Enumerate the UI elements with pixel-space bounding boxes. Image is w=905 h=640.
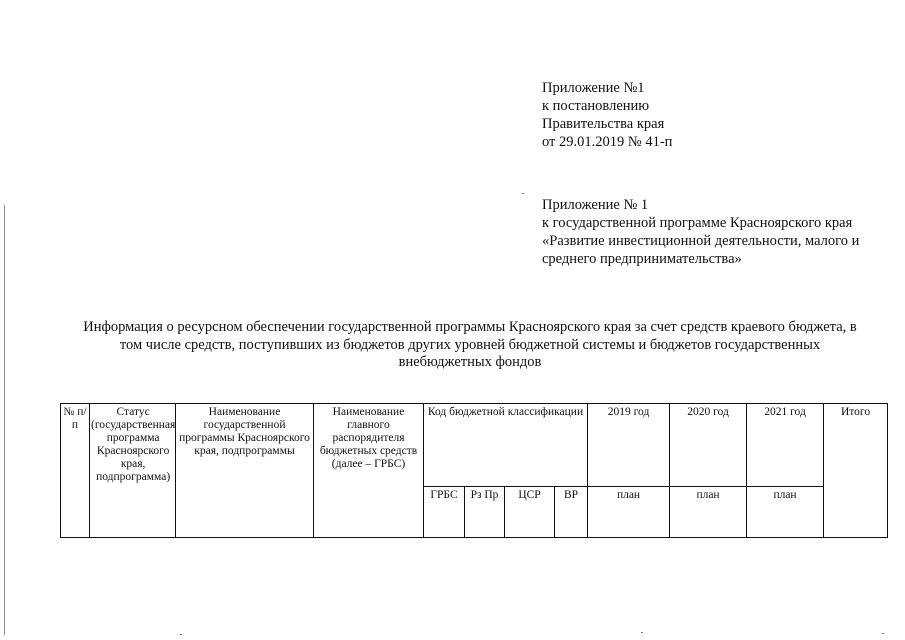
header-program-name-text: Наименование государственной программы Красноярского края, подпрограммы (179, 406, 310, 457)
header-2021 (747, 404, 824, 487)
attachment-1-line: от 29.01.2019 № 41-п (542, 134, 673, 150)
attachment-1-line: Правительства края (542, 116, 665, 132)
subheader-plan-2020 (670, 487, 747, 538)
header-program-name (176, 404, 314, 538)
attachment-2-line: к государственной программе Красноярского края (542, 215, 853, 231)
header-total-text: Итого (840, 406, 871, 418)
attachment-2-line: «Развитие инвестиционной деятельности, малого и (542, 233, 860, 249)
scan-speck (522, 193, 524, 194)
header-2020 (670, 404, 747, 487)
subheader-vr (555, 487, 588, 538)
scan-speck (882, 633, 884, 634)
header-grbs-name (314, 404, 424, 538)
scan-speck (641, 632, 643, 633)
subheader-csr-text: ЦСР (518, 489, 541, 501)
attachment-1-header (542, 79, 672, 151)
title-line: внебюджетных фондов (398, 354, 542, 370)
header-num (61, 404, 90, 538)
scan-speck (180, 634, 182, 635)
header-total (824, 404, 888, 538)
subheader-rzpr-text: Рз Пр (470, 489, 499, 501)
subheader-plan-2019-text: план (616, 489, 641, 501)
header-status (90, 404, 176, 538)
header-2021-text: 2021 год (764, 406, 806, 418)
subheader-plan-2021 (747, 487, 824, 538)
subheader-plan-2021-text: план (773, 489, 797, 501)
document-title (60, 319, 880, 372)
title-line: Информация о ресурсном обеспечении государственной программы Красноярского края за счет средств краевого бюджета, в (83, 319, 857, 335)
attachment-1-line: Приложение №1 (542, 80, 645, 96)
header-status-text: Статус (государственная программа Красноярского края, подпрограмма) (91, 406, 176, 483)
attachment-1-line: к постановлению (542, 98, 650, 114)
attachment-2-line: среднего предпринимательства» (542, 251, 742, 267)
header-grbs-name-text: Наименование главного распорядителя бюджетных средств (далее – ГРБС) (319, 406, 418, 470)
resource-table (60, 403, 888, 538)
header-2020-text: 2020 год (687, 406, 729, 418)
subheader-vr-text: ВР (563, 489, 579, 501)
subheader-plan-2020-text: план (696, 489, 720, 501)
header-2019-text: 2019 год (607, 406, 650, 418)
subheader-grbs-text: ГРБС (430, 489, 458, 501)
subheader-csr (505, 487, 555, 538)
scan-margin-line (4, 205, 5, 635)
header-budget-code (424, 404, 588, 487)
header-budget-code-text: Код бюджетной классификации (427, 406, 584, 418)
title-line: том числе средств, поступивших из бюджетов других уровней бюджетной системы и бюджетов государственных (119, 336, 821, 353)
header-2019 (588, 404, 670, 487)
subheader-plan-2019 (588, 487, 670, 538)
subheader-rzpr (465, 487, 505, 538)
subheader-grbs (424, 487, 465, 538)
header-num-text: № п/п (63, 406, 87, 431)
attachment-2-header (542, 196, 859, 268)
attachment-2-line: Приложение № 1 (542, 197, 649, 213)
